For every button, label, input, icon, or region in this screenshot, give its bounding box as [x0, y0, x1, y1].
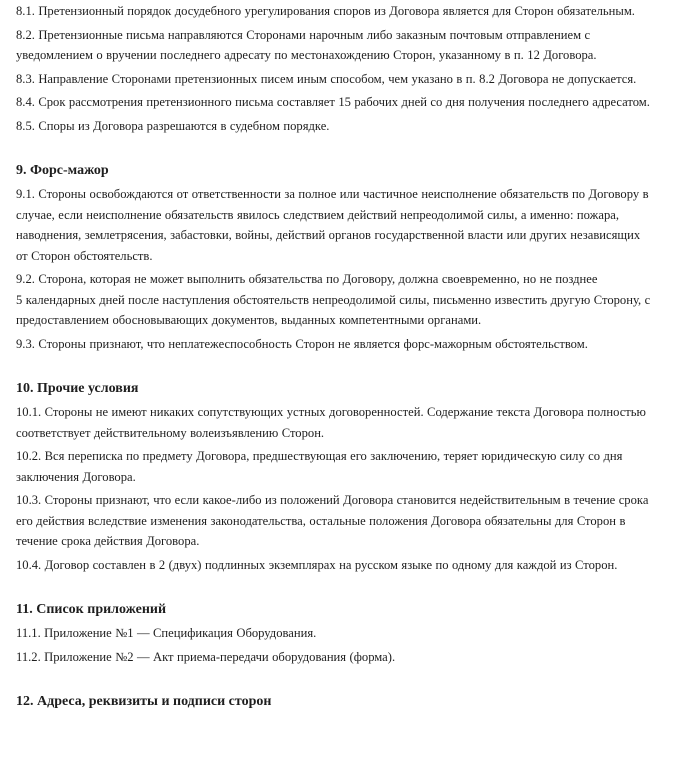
section-9-title: 9. Форс-мажор — [16, 163, 109, 178]
clause-9-1: 9.1. Стороны освобождаются от ответственности за полное или частичное неисполнение обязательств по Договору в случае, если неисполнение обязательств явилось следствием действий непреодолимой силы, а именно: пожара, наводнения, землетрясения, забастовки, войны, действий органов государственной власти или других независящих от Сторон обстоятельств. — [16, 187, 649, 263]
clause-11-2: 11.2. Приложение №2 — Акт приема-передачи оборудования (форма). — [16, 649, 396, 664]
section-12-title: 12. Адреса, реквизиты и подписи сторон — [16, 694, 272, 709]
section-10-title: 10. Прочие условия — [16, 381, 139, 396]
clause-8-2: 8.2. Претензионные письма направляются Сторонами нарочным либо заказным почтовым отправлением с уведомлением о вручении последнего адресату по местонахождению Сторон, указанному в п. 12 Договора. — [16, 27, 597, 62]
clause-10-4: 10.4. Договор составлен в 2 (двух) подлинных экземплярах на русском языке по одному для каждой из Сторон. — [16, 557, 618, 572]
clause-8-3: 8.3. Направление Сторонами претензионных писем иным способом, чем указано в п. 8.2 Договора не допускается. — [16, 71, 637, 86]
clause-9-3: 9.3. Стороны признают, что неплатежеспособность Сторон не является форс-мажорным обстоятельством. — [16, 336, 588, 351]
clause-8-4: 8.4. Срок рассмотрения претензионного письма составляет 15 рабочих дней со дня получения последнего адресатом. — [16, 95, 650, 109]
clause-8-1: 8.1. Претензионный порядок досудебного урегулирования споров из Договора является для Сторон обязательным. — [16, 4, 635, 18]
section-11-title: 11. Список приложений — [16, 602, 167, 617]
section-10 — [16, 379, 684, 575]
clause-9-2: 9.2. Сторона, которая не может выполнить обязательства по Договору, должна своевременно, но не позднее 5 календарных дней после наступления обстоятельств непреодолимой силы, письменно известить другую Сторону, с предоставлением обосновывающих документов, выданных компетентными органами. — [16, 272, 651, 327]
section-8 — [16, 0, 684, 136]
section-9 — [16, 161, 684, 354]
clause-11-1: 11.1. Приложение №1 — Спецификация Оборудования. — [16, 626, 317, 640]
clause-10-1: 10.1. Стороны не имеют никаких сопутствующих устных договоренностей. Содержание текста Договора полностью соответствует действительному волеизъявлению Сторон. — [16, 405, 646, 440]
clause-8-5: 8.5. Споры из Договора разрешаются в судебном порядке. — [16, 118, 330, 133]
clause-10-2: 10.2. Вся переписка по предмету Договора, предшествующая его заключению, теряет юридическую силу со дня заключения Договора. — [16, 449, 623, 484]
clause-10-3: 10.3. Стороны признают, что если какое-либо из положений Договора становится недействительным в течение срока его действия вследствие изменения законодательства, остальные положения Договора обязательны для Сторон в течение срока действия Договора. — [16, 493, 649, 548]
section-11 — [16, 600, 684, 667]
section-12 — [16, 692, 684, 712]
